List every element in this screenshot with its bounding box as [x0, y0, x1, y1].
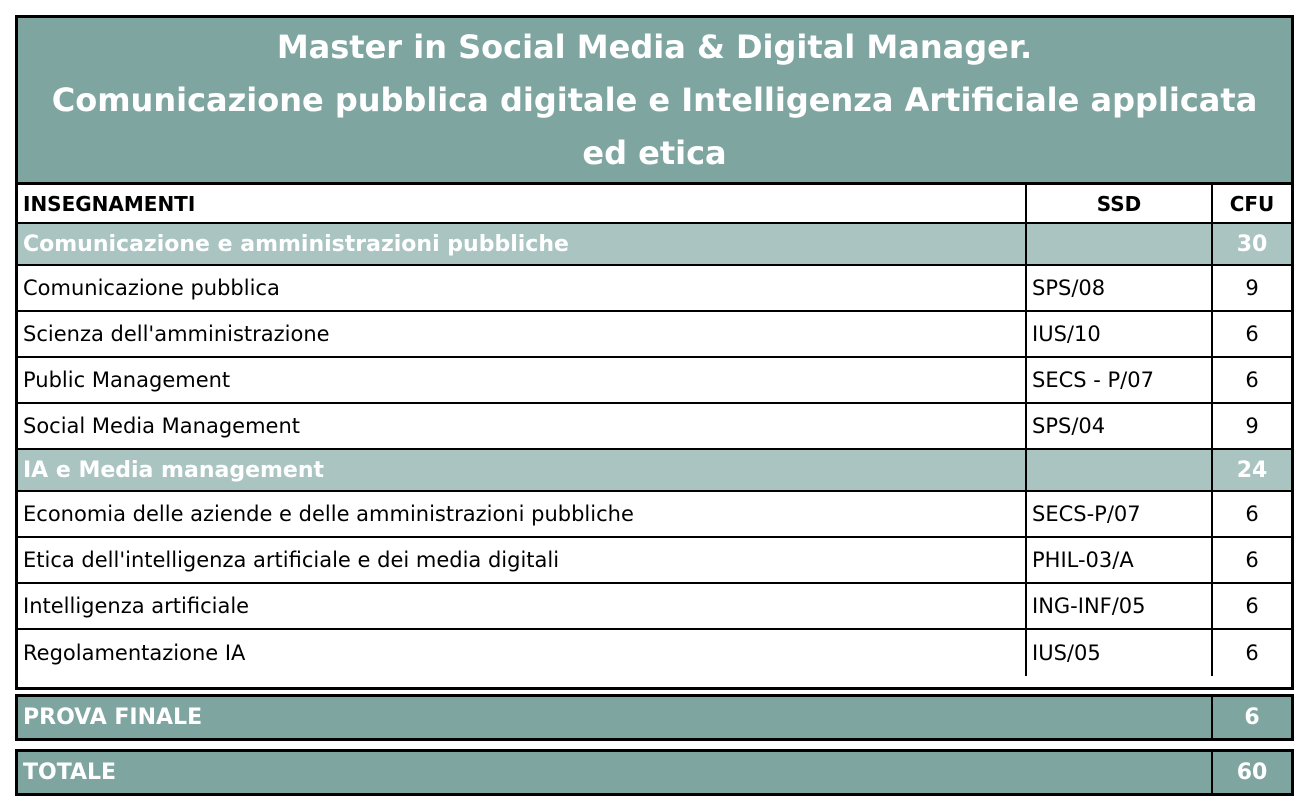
- course-cfu: 6: [1245, 594, 1259, 618]
- course-ssd: IUS/05: [1027, 630, 1213, 676]
- course-ssd: SPS/04: [1027, 404, 1213, 448]
- course-cfu: 6: [1245, 368, 1259, 392]
- course-cfu: 6: [1245, 502, 1259, 526]
- table-row: [18, 312, 1291, 358]
- course-ssd: PHIL-03/A: [1027, 538, 1213, 582]
- course-ssd: SPS/08: [1027, 266, 1213, 310]
- course-cfu: 9: [1245, 276, 1259, 300]
- total-row: [15, 749, 1294, 796]
- table-row: [18, 404, 1291, 450]
- course-name: Etica dell'intelligenza artificiale e dei media digitali: [18, 538, 1027, 582]
- section-row: [18, 450, 1291, 492]
- table-header-row: [18, 185, 1291, 224]
- total-label: TOTALE: [18, 752, 1213, 793]
- course-cfu: 9: [1245, 414, 1259, 438]
- course-cfu: 6: [1245, 641, 1259, 665]
- final-exam-cfu: 6: [1244, 705, 1260, 730]
- course-name: Comunicazione pubblica: [18, 266, 1027, 310]
- table-row: [18, 358, 1291, 404]
- section-ssd: [1027, 224, 1213, 264]
- course-name: Scienza dell'amministrazione: [18, 312, 1027, 356]
- title-line-3: ed etica: [582, 133, 727, 172]
- title-line-1: Master in Social Media & Digital Manager.: [276, 27, 1033, 66]
- section-cfu: 30: [1236, 231, 1268, 257]
- curriculum-table: [15, 15, 1294, 690]
- section-row: [18, 224, 1291, 266]
- title-line-2: Comunicazione pubblica digitale e Intelligenza Artificiale applicata: [51, 80, 1258, 119]
- course-cfu: 6: [1245, 322, 1259, 346]
- course-ssd: ING-INF/05: [1027, 584, 1213, 628]
- header-ssd: SSD: [1027, 185, 1213, 222]
- section-cfu: 24: [1236, 457, 1268, 483]
- table-row: [18, 630, 1291, 676]
- table-row: [18, 492, 1291, 538]
- section-ssd: [1027, 450, 1213, 490]
- table-row: [18, 584, 1291, 630]
- course-name: Public Management: [18, 358, 1027, 402]
- total-cfu: 60: [1236, 760, 1268, 785]
- course-ssd: SECS - P/07: [1027, 358, 1213, 402]
- section-name: Comunicazione e amministrazioni pubbliche: [18, 224, 1027, 264]
- section-name: IA e Media management: [18, 450, 1027, 490]
- table-title: [18, 18, 1291, 185]
- course-name: Intelligenza artificiale: [18, 584, 1027, 628]
- course-ssd: IUS/10: [1027, 312, 1213, 356]
- course-ssd: SECS-P/07: [1027, 492, 1213, 536]
- final-exam-label: PROVA FINALE: [18, 697, 1213, 738]
- course-name: Regolamentazione IA: [18, 630, 1027, 676]
- table-row: [18, 266, 1291, 312]
- course-name: Economia delle aziende e delle amministrazioni pubbliche: [18, 492, 1027, 536]
- table-row: [18, 538, 1291, 584]
- course-cfu: 6: [1245, 548, 1259, 572]
- course-name: Social Media Management: [18, 404, 1027, 448]
- header-cfu: CFU: [1229, 191, 1275, 216]
- final-exam-row: [15, 694, 1294, 741]
- header-courses: INSEGNAMENTI: [18, 185, 1027, 222]
